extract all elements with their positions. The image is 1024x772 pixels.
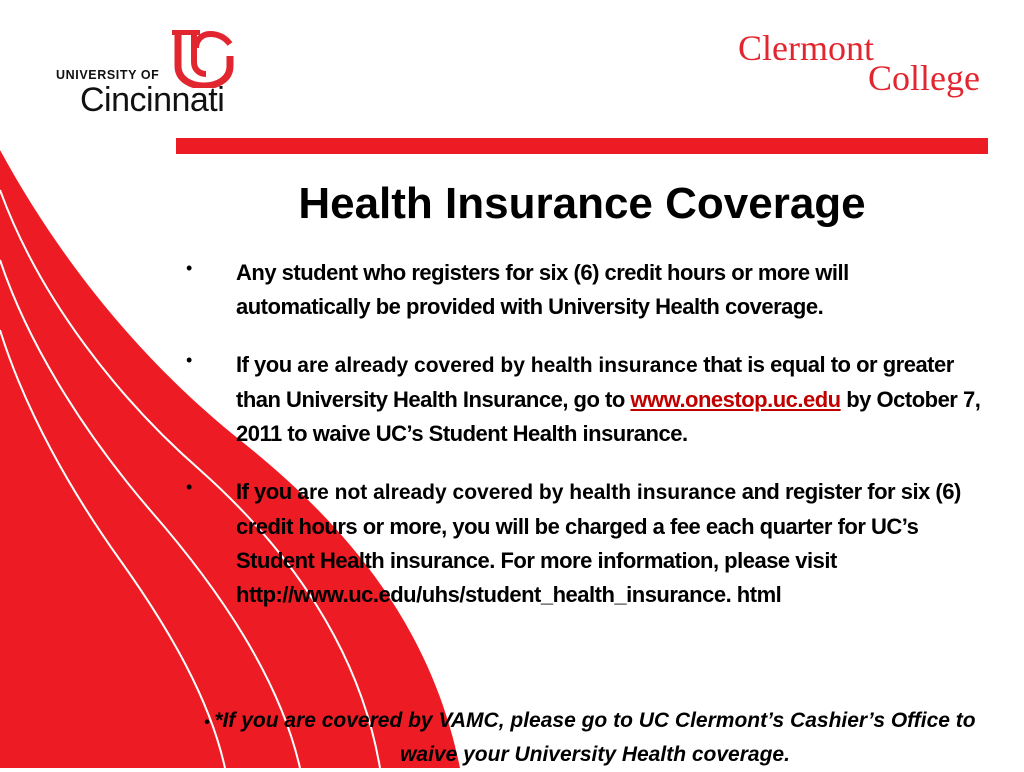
bullet-item <box>186 475 986 612</box>
clermont-word: Clermont <box>738 28 874 68</box>
bullet-text-part: If you <box>236 352 298 377</box>
bullet-text <box>236 256 986 324</box>
page-title: Health Insurance Coverage <box>298 179 866 228</box>
bullet-text <box>236 475 986 612</box>
bullet-dot: • <box>204 714 210 731</box>
bullet-text-part: and register for six (6) credit hours or more, you will be charged a fee each quarter for UC’s Student Health insurance. For more information, please visit http://www.uc.edu/uhs/student_health_insurance. html <box>236 479 961 607</box>
bullet-text <box>236 348 986 451</box>
uc-logo <box>56 30 256 122</box>
college-word: College <box>868 58 980 98</box>
vamc-note <box>200 704 990 772</box>
bullet-text-part: Any student who registers for six (6) credit hours or more will automatically be provided with University Health coverage. <box>236 260 849 319</box>
bullet-list <box>186 256 986 636</box>
uc-monogram-icon <box>172 30 236 88</box>
header-divider-bar <box>176 138 988 154</box>
clermont-college-logo <box>738 30 988 102</box>
uc-university-of-label: UNIVERSITY OF <box>56 68 160 82</box>
bullet-item <box>186 256 986 324</box>
bullet-text-part: by October 7, 2011 to waive UC’s Student Health insurance. <box>236 387 981 446</box>
bullet-dot: • <box>186 477 193 497</box>
uc-cincinnati-label: Cincinnati <box>80 81 225 119</box>
bullet-text-part: If you <box>236 479 298 504</box>
bullet-dot: • <box>186 350 193 370</box>
bullet-text-part: that is equal to or greater than University Health Insurance, go to <box>236 352 954 412</box>
vamc-note-text: *If you are covered by VAMC, please go to UC Clermont’s Cashier’s Office to waive your University Health coverage. <box>214 709 976 766</box>
emphasis-text: are not already covered by health insurance <box>297 481 737 504</box>
bullet-dot: • <box>186 258 193 278</box>
bullet-item <box>186 348 986 451</box>
onestop-link[interactable]: www.onestop.uc.edu <box>630 387 841 412</box>
emphasis-text: are already covered by health insurance <box>297 354 698 377</box>
